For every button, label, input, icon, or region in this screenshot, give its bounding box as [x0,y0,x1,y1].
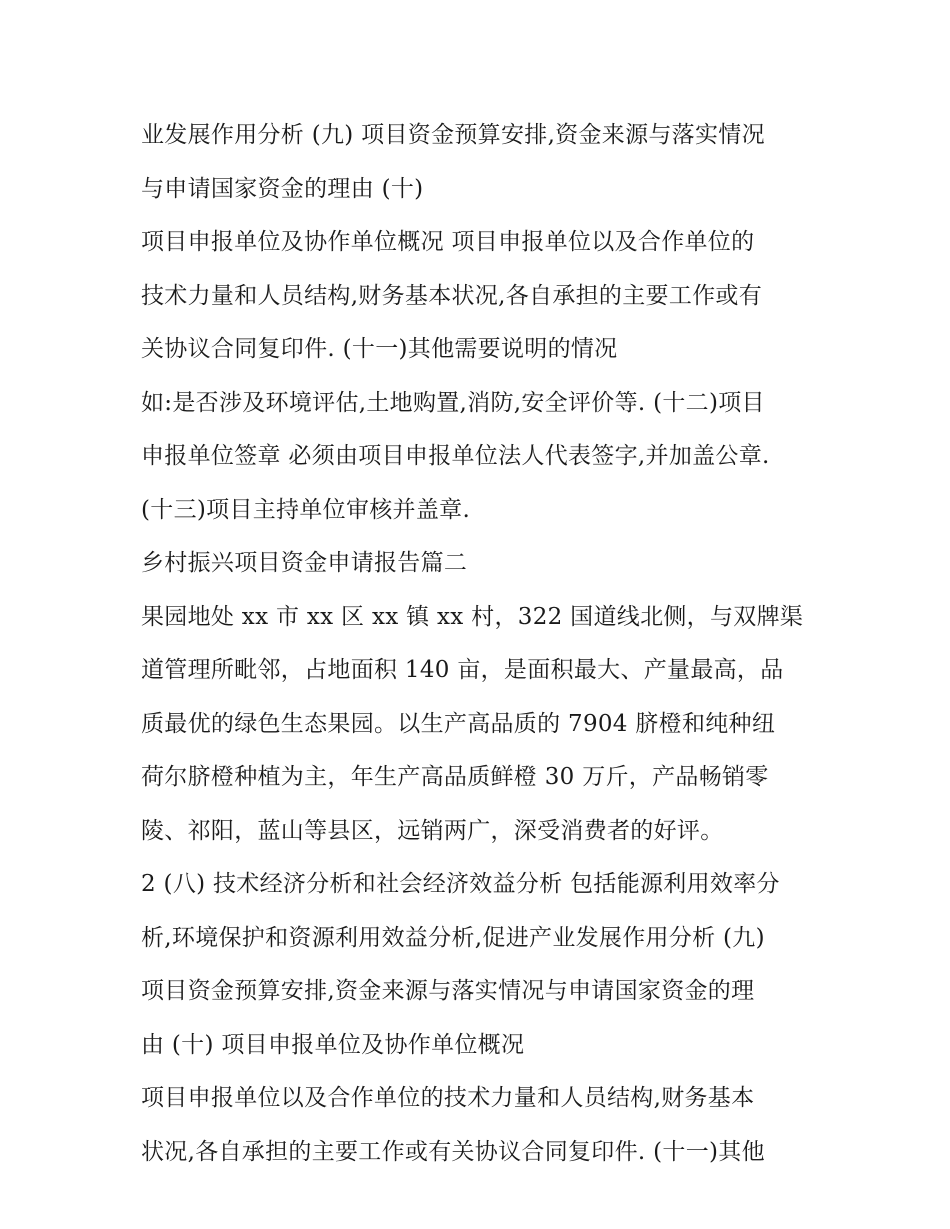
text-line: 业发展作用分析 (九) 项目资金预算安排,资金来源与落实情况 [141,122,765,148]
text-line: 果园地处 xx 市 xx 区 xx 镇 xx 村，322 国道线北侧，与双牌渠 [141,603,804,630]
text-line: (十三)项目主持单位审核并盖章. [141,496,471,523]
text-line: 陵、祁阳，蓝山等县区，远销两广，深受消费者的好评。 [141,817,724,844]
text-line: 与申请国家资金的理由 (十) [141,175,424,202]
document-body [141,109,821,1179]
text-line: 2 (八) 技术经济分析和社会经济效益分析 包括能源利用效率分 [141,871,780,897]
text-line: 如:是否涉及环境评估,土地购置,消防,安全评价等. (十二)项目 [141,389,765,416]
text-line: 技术力量和人员结构,财务基本状况,各自承担的主要工作或有 [141,282,763,309]
text-line: 由 (十) 项目申报单位及协作单位概况 [141,1031,525,1058]
text-line: 申报单位签章 必须由项目申报单位法人代表签字,并加盖公章. [141,443,770,469]
text-line: 析,环境保护和资源利用效益分析,促进产业发展作用分析 (九) [141,924,765,951]
text-line: 荷尔脐橙种植为主，年生产高品质鲜橙 30 万斤，产品畅销零 [141,764,769,790]
text-line: 关协议合同复印件. (十一)其他需要说明的情况 [141,336,618,362]
text-line: 项目申报单位及协作单位概况 项目申报单位以及合作单位的 [141,229,755,255]
text-line: 质最优的绿色生态果园。以生产高品质的 7904 脐橙和纯种纽 [141,710,776,737]
text-line: 道管理所毗邻，占地面积 140 亩，是面积最大、产量最高，品 [141,657,784,683]
section-heading: 乡村振兴项目资金申请报告篇二 [141,550,468,576]
text-line: 项目申报单位以及合作单位的技术力量和人员结构,财务基本 [141,1085,755,1111]
text-line: 项目资金预算安排,资金来源与落实情况与申请国家资金的理 [141,978,755,1004]
text-line: 状况,各自承担的主要工作或有关协议合同复印件. (十一)其他 [141,1138,765,1165]
